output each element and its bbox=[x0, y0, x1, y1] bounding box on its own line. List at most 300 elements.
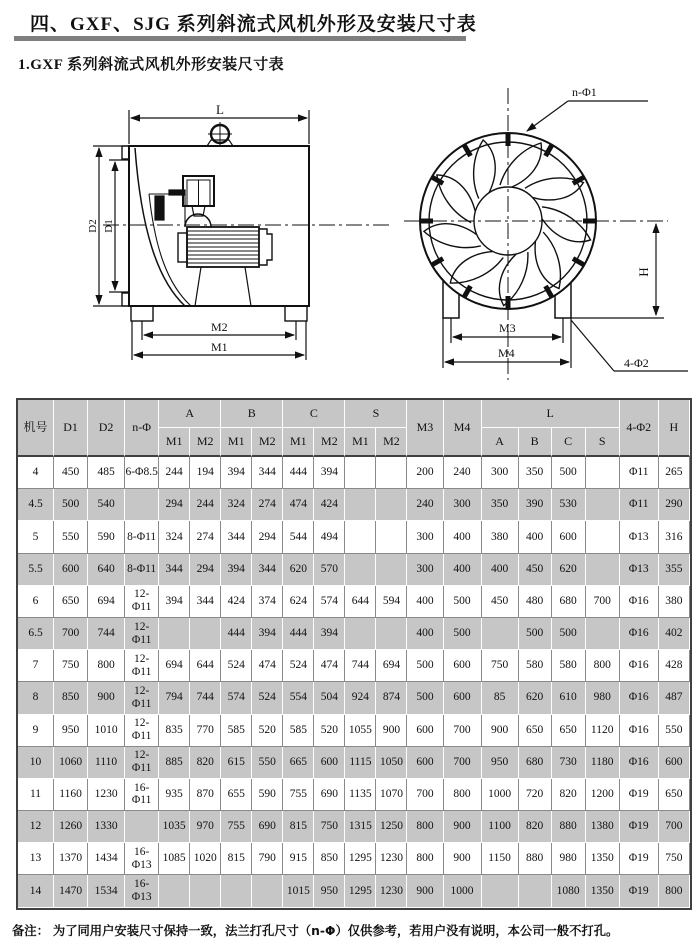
table-cell: 424 bbox=[314, 489, 345, 521]
table-cell: 400 bbox=[444, 521, 482, 553]
table-cell: 1295 bbox=[345, 843, 376, 875]
table-cell: 500 bbox=[407, 682, 443, 714]
table-cell: 524 bbox=[252, 682, 283, 714]
table-cell: 620 bbox=[519, 682, 552, 714]
table-cell: 424 bbox=[221, 586, 252, 618]
table-cell: 444 bbox=[221, 618, 252, 650]
table-cell: 290 bbox=[659, 489, 690, 521]
table-cell: 7 bbox=[18, 650, 54, 682]
table-cell: 1260 bbox=[54, 811, 88, 843]
table-cell bbox=[221, 875, 252, 907]
table-cell: 1250 bbox=[376, 811, 407, 843]
table-cell: 524 bbox=[221, 650, 252, 682]
table-cell: 5.5 bbox=[18, 554, 54, 586]
th-group-l: L bbox=[482, 400, 620, 428]
table-cell: 316 bbox=[659, 521, 690, 553]
table-cell: 750 bbox=[482, 650, 519, 682]
table-cell: Φ19 bbox=[620, 843, 659, 875]
table-cell: 500 bbox=[444, 618, 482, 650]
th-l-b: B bbox=[519, 428, 552, 457]
table-cell: 1230 bbox=[88, 779, 125, 811]
table-cell: 520 bbox=[314, 715, 345, 747]
table-cell: 474 bbox=[314, 650, 345, 682]
table-cell: Φ19 bbox=[620, 811, 659, 843]
table-cell: 815 bbox=[283, 811, 314, 843]
table-row bbox=[18, 489, 690, 521]
table-cell: 815 bbox=[221, 843, 252, 875]
table-cell bbox=[125, 811, 159, 843]
table-cell: 294 bbox=[159, 489, 190, 521]
table-cell: 8-Φ11 bbox=[125, 521, 159, 553]
table-cell bbox=[586, 554, 620, 586]
table-cell: 1120 bbox=[586, 715, 620, 747]
table-cell bbox=[376, 489, 407, 521]
table-cell: 1350 bbox=[586, 875, 620, 907]
th-s-m1: M1 bbox=[345, 428, 376, 457]
table-cell: 650 bbox=[54, 586, 88, 618]
table-cell: 620 bbox=[552, 554, 586, 586]
table-cell: 610 bbox=[552, 682, 586, 714]
table-cell: 1370 bbox=[54, 843, 88, 875]
table-cell bbox=[376, 618, 407, 650]
table-cell: 720 bbox=[519, 779, 552, 811]
table-cell bbox=[586, 489, 620, 521]
table-cell: 690 bbox=[252, 811, 283, 843]
table-cell: 1434 bbox=[88, 843, 125, 875]
table-cell: 700 bbox=[659, 811, 690, 843]
table-cell: 294 bbox=[252, 521, 283, 553]
table-cell: 935 bbox=[159, 779, 190, 811]
table-cell: 744 bbox=[190, 682, 221, 714]
table-cell: 428 bbox=[659, 650, 690, 682]
table-cell: Φ16 bbox=[620, 650, 659, 682]
table-cell: 655 bbox=[221, 779, 252, 811]
dim-label-H: H bbox=[636, 267, 651, 277]
table-cell: 600 bbox=[444, 682, 482, 714]
table-cell: 450 bbox=[54, 457, 88, 489]
table-cell: 1470 bbox=[54, 875, 88, 907]
table-cell: 274 bbox=[252, 489, 283, 521]
table-cell: 1055 bbox=[345, 715, 376, 747]
table-cell: 880 bbox=[552, 811, 586, 843]
th-d1: D1 bbox=[54, 400, 88, 457]
footnote-text: 为了同用户安装尺寸保持一致，法兰打孔尺寸（n-Φ）仅供参考，若用户没有说明，本公司一般不打孔。 bbox=[52, 924, 619, 938]
table-cell: 1020 bbox=[190, 843, 221, 875]
table-cell: 487 bbox=[659, 682, 690, 714]
table-cell: 1060 bbox=[54, 747, 88, 779]
table-cell: Φ19 bbox=[620, 779, 659, 811]
table-cell: 480 bbox=[519, 586, 552, 618]
table-cell: 85 bbox=[482, 682, 519, 714]
table-cell: 474 bbox=[252, 650, 283, 682]
table-cell: 554 bbox=[283, 682, 314, 714]
dim-label-4-phi2: 4-Φ2 bbox=[624, 356, 649, 370]
table-cell: 600 bbox=[552, 521, 586, 553]
table-cell: 394 bbox=[252, 618, 283, 650]
table-cell: 1230 bbox=[376, 843, 407, 875]
table-cell: 300 bbox=[444, 489, 482, 521]
table-cell: 400 bbox=[407, 586, 443, 618]
table-cell bbox=[345, 521, 376, 553]
table-cell: 494 bbox=[314, 521, 345, 553]
table-row bbox=[18, 682, 690, 714]
table-cell: 1350 bbox=[586, 843, 620, 875]
table-cell: 650 bbox=[659, 779, 690, 811]
table-cell: 700 bbox=[586, 586, 620, 618]
table-cell: 694 bbox=[88, 586, 125, 618]
table-cell: 240 bbox=[444, 457, 482, 489]
table-cell: 1330 bbox=[88, 811, 125, 843]
table-cell: 950 bbox=[314, 875, 345, 907]
th-4-phi2: 4-Φ2 bbox=[620, 400, 659, 457]
table-cell: 300 bbox=[407, 554, 443, 586]
table-cell: Φ13 bbox=[620, 554, 659, 586]
th-group-b: B bbox=[221, 400, 283, 428]
table-cell: 550 bbox=[659, 715, 690, 747]
th-a-m1: M1 bbox=[159, 428, 190, 457]
table-cell: 794 bbox=[159, 682, 190, 714]
table-cell: 4.5 bbox=[18, 489, 54, 521]
table-cell: 885 bbox=[159, 747, 190, 779]
table-cell: 12-Φ11 bbox=[125, 586, 159, 618]
table-cell: Φ19 bbox=[620, 875, 659, 907]
table-cell: 1035 bbox=[159, 811, 190, 843]
table-cell: 300 bbox=[407, 521, 443, 553]
table-row bbox=[18, 715, 690, 747]
th-b-m1: M1 bbox=[221, 428, 252, 457]
table-cell: 394 bbox=[221, 457, 252, 489]
table-row bbox=[18, 521, 690, 553]
table-cell: 11 bbox=[18, 779, 54, 811]
table-cell: 16-Φ13 bbox=[125, 843, 159, 875]
dimension-table bbox=[16, 398, 692, 910]
table-cell: 344 bbox=[221, 521, 252, 553]
table-cell: 900 bbox=[482, 715, 519, 747]
table-cell: 444 bbox=[283, 618, 314, 650]
table-cell: 5 bbox=[18, 521, 54, 553]
table-row bbox=[18, 811, 690, 843]
table-cell bbox=[376, 554, 407, 586]
table-cell: 980 bbox=[586, 682, 620, 714]
table-cell: 500 bbox=[552, 618, 586, 650]
table-cell: 800 bbox=[586, 650, 620, 682]
th-group-s: S bbox=[345, 400, 407, 428]
table-cell: 550 bbox=[54, 521, 88, 553]
table-cell: 1015 bbox=[283, 875, 314, 907]
table-cell: 730 bbox=[552, 747, 586, 779]
table-cell bbox=[159, 618, 190, 650]
table-cell: 950 bbox=[54, 715, 88, 747]
table-cell: 870 bbox=[190, 779, 221, 811]
table-row bbox=[18, 650, 690, 682]
table-cell: 744 bbox=[345, 650, 376, 682]
table-cell: 300 bbox=[482, 457, 519, 489]
table-cell: 10 bbox=[18, 747, 54, 779]
table-cell: 344 bbox=[190, 586, 221, 618]
table-cell: 580 bbox=[552, 650, 586, 682]
table-cell: 800 bbox=[407, 843, 443, 875]
th-m4: M4 bbox=[444, 400, 482, 457]
table-cell: 6 bbox=[18, 586, 54, 618]
dim-label-D1: D1 bbox=[103, 219, 115, 233]
table-cell: 6-Φ8.5 bbox=[125, 457, 159, 489]
table-cell: 1200 bbox=[586, 779, 620, 811]
table-cell: 980 bbox=[552, 843, 586, 875]
th-l-a: A bbox=[482, 428, 519, 457]
table-cell: 600 bbox=[314, 747, 345, 779]
table-cell: 1380 bbox=[586, 811, 620, 843]
table-cell: 694 bbox=[159, 650, 190, 682]
dim-label-n-phi1: n-Φ1 bbox=[572, 85, 597, 99]
table-cell: 835 bbox=[159, 715, 190, 747]
table-cell: 500 bbox=[407, 650, 443, 682]
table-cell: 580 bbox=[519, 650, 552, 682]
th-s-m2: M2 bbox=[376, 428, 407, 457]
th-group-a: A bbox=[159, 400, 221, 428]
table-cell: 400 bbox=[482, 554, 519, 586]
table-cell: Φ16 bbox=[620, 682, 659, 714]
table-cell: 615 bbox=[221, 747, 252, 779]
table-cell: 12-Φ11 bbox=[125, 715, 159, 747]
table-cell: Φ16 bbox=[620, 747, 659, 779]
table-cell: 380 bbox=[659, 586, 690, 618]
table-cell: 524 bbox=[283, 650, 314, 682]
table-cell: 1000 bbox=[444, 875, 482, 907]
table-cell bbox=[482, 875, 519, 907]
table-cell: 394 bbox=[314, 457, 345, 489]
th-jihao: 机号 bbox=[18, 400, 54, 457]
table-cell: 13 bbox=[18, 843, 54, 875]
table-cell: 400 bbox=[519, 521, 552, 553]
th-l-s: S bbox=[586, 428, 620, 457]
fan-front-view-drawing bbox=[400, 80, 692, 395]
table-cell: 640 bbox=[88, 554, 125, 586]
table-cell: 750 bbox=[314, 811, 345, 843]
table-cell: 12-Φ11 bbox=[125, 747, 159, 779]
table-cell: 1295 bbox=[345, 875, 376, 907]
table-cell bbox=[190, 618, 221, 650]
table-cell: 600 bbox=[444, 650, 482, 682]
table-cell: 950 bbox=[482, 747, 519, 779]
table-cell: 344 bbox=[159, 554, 190, 586]
table-cell: 444 bbox=[283, 457, 314, 489]
table-cell: 900 bbox=[444, 811, 482, 843]
table-cell: 1110 bbox=[88, 747, 125, 779]
table-cell: 600 bbox=[659, 747, 690, 779]
table-cell: 800 bbox=[88, 650, 125, 682]
dim-label-L: L bbox=[216, 102, 224, 117]
table-cell: 294 bbox=[190, 554, 221, 586]
table-cell: 14 bbox=[18, 875, 54, 907]
table-cell bbox=[482, 618, 519, 650]
table-cell bbox=[345, 489, 376, 521]
table-cell: 390 bbox=[519, 489, 552, 521]
table-cell bbox=[586, 618, 620, 650]
table-cell: 520 bbox=[252, 715, 283, 747]
table-cell: 700 bbox=[444, 715, 482, 747]
table-cell: 265 bbox=[659, 457, 690, 489]
table-cell: 1160 bbox=[54, 779, 88, 811]
table-cell: 680 bbox=[519, 747, 552, 779]
table-cell: 755 bbox=[283, 779, 314, 811]
footnote-label: 备注： bbox=[12, 924, 49, 938]
th-l-c: C bbox=[552, 428, 586, 457]
table-cell: 12 bbox=[18, 811, 54, 843]
table-cell: 400 bbox=[444, 554, 482, 586]
table-cell: 790 bbox=[252, 843, 283, 875]
table-cell: 700 bbox=[54, 618, 88, 650]
th-m3: M3 bbox=[407, 400, 443, 457]
table-cell: 8-Φ11 bbox=[125, 554, 159, 586]
table-cell: 1100 bbox=[482, 811, 519, 843]
table-cell: 600 bbox=[54, 554, 88, 586]
table-cell: 900 bbox=[88, 682, 125, 714]
dim-label-D2: D2 bbox=[87, 219, 99, 233]
table-cell: 770 bbox=[190, 715, 221, 747]
table-cell: 820 bbox=[190, 747, 221, 779]
table-cell bbox=[376, 457, 407, 489]
table-cell: 650 bbox=[552, 715, 586, 747]
table-cell: 600 bbox=[407, 715, 443, 747]
th-a-m2: M2 bbox=[190, 428, 221, 457]
table-cell: 585 bbox=[283, 715, 314, 747]
table-cell: 694 bbox=[376, 650, 407, 682]
table-cell: 755 bbox=[221, 811, 252, 843]
table-cell: 544 bbox=[283, 521, 314, 553]
dim-label-M4: M4 bbox=[498, 346, 515, 360]
table-row bbox=[18, 779, 690, 811]
table-cell: 820 bbox=[519, 811, 552, 843]
table-cell: 500 bbox=[444, 586, 482, 618]
table-cell: 850 bbox=[54, 682, 88, 714]
table-cell: 355 bbox=[659, 554, 690, 586]
footnote bbox=[12, 921, 696, 939]
table-cell: 550 bbox=[252, 747, 283, 779]
table-cell bbox=[586, 521, 620, 553]
table-cell: 600 bbox=[407, 747, 443, 779]
table-cell: 1050 bbox=[376, 747, 407, 779]
table-cell: 874 bbox=[376, 682, 407, 714]
table-cell: 700 bbox=[407, 779, 443, 811]
table-cell: 924 bbox=[345, 682, 376, 714]
table-cell: Φ11 bbox=[620, 457, 659, 489]
table-cell: 1080 bbox=[552, 875, 586, 907]
table-cell bbox=[345, 618, 376, 650]
table-cell: 474 bbox=[283, 489, 314, 521]
table-cell: 620 bbox=[283, 554, 314, 586]
table-cell: 274 bbox=[190, 521, 221, 553]
table-cell: 394 bbox=[221, 554, 252, 586]
dim-label-M3: M3 bbox=[499, 321, 516, 335]
table-cell: 800 bbox=[444, 779, 482, 811]
table-cell bbox=[345, 457, 376, 489]
table-cell: 590 bbox=[252, 779, 283, 811]
table-cell: 1000 bbox=[482, 779, 519, 811]
th-c-m1: M1 bbox=[283, 428, 314, 457]
table-cell: 8 bbox=[18, 682, 54, 714]
table-cell: 350 bbox=[482, 489, 519, 521]
table-cell: Φ16 bbox=[620, 618, 659, 650]
table-cell: 574 bbox=[221, 682, 252, 714]
table-cell: 970 bbox=[190, 811, 221, 843]
table-cell bbox=[519, 875, 552, 907]
table-cell: 1010 bbox=[88, 715, 125, 747]
th-d2: D2 bbox=[88, 400, 125, 457]
table-cell: 880 bbox=[519, 843, 552, 875]
table-cell: 12-Φ11 bbox=[125, 682, 159, 714]
table-cell: 9 bbox=[18, 715, 54, 747]
th-b-m2: M2 bbox=[252, 428, 283, 457]
table-cell: 624 bbox=[283, 586, 314, 618]
table-cell: 12-Φ11 bbox=[125, 618, 159, 650]
table-cell: 500 bbox=[552, 457, 586, 489]
table-cell: 12-Φ11 bbox=[125, 650, 159, 682]
table-cell: 4 bbox=[18, 457, 54, 489]
table-row bbox=[18, 843, 690, 875]
table-cell: 900 bbox=[407, 875, 443, 907]
table-cell: 374 bbox=[252, 586, 283, 618]
table-cell: 680 bbox=[552, 586, 586, 618]
table-cell: 402 bbox=[659, 618, 690, 650]
th-h: H bbox=[659, 400, 690, 457]
table-cell: 16-Φ13 bbox=[125, 875, 159, 907]
table-cell: 1150 bbox=[482, 843, 519, 875]
header-row-groups bbox=[18, 400, 690, 428]
table-cell: 324 bbox=[159, 521, 190, 553]
table-cell: 650 bbox=[519, 715, 552, 747]
table-cell bbox=[190, 875, 221, 907]
table-cell: 500 bbox=[54, 489, 88, 521]
table-cell: 690 bbox=[314, 779, 345, 811]
table-cell: 394 bbox=[314, 618, 345, 650]
table-cell: Φ11 bbox=[620, 489, 659, 521]
table-cell: 800 bbox=[659, 875, 690, 907]
table-cell: 394 bbox=[159, 586, 190, 618]
table-cell: 1070 bbox=[376, 779, 407, 811]
table-row bbox=[18, 457, 690, 489]
table-cell: Φ13 bbox=[620, 521, 659, 553]
table-cell: 750 bbox=[659, 843, 690, 875]
table-cell bbox=[586, 457, 620, 489]
table-cell: 485 bbox=[88, 457, 125, 489]
table-cell: 1180 bbox=[586, 747, 620, 779]
table-cell: 744 bbox=[88, 618, 125, 650]
table-cell: 344 bbox=[252, 457, 283, 489]
table-cell: 244 bbox=[159, 457, 190, 489]
table-cell: 1115 bbox=[345, 747, 376, 779]
table-cell: 644 bbox=[190, 650, 221, 682]
table-cell: 350 bbox=[519, 457, 552, 489]
table-cell: 344 bbox=[252, 554, 283, 586]
table-cell: 500 bbox=[519, 618, 552, 650]
table-cell: 644 bbox=[345, 586, 376, 618]
table-cell: 540 bbox=[88, 489, 125, 521]
th-n-phi: n-Φ bbox=[125, 400, 159, 457]
table-row bbox=[18, 875, 690, 907]
table-cell: 194 bbox=[190, 457, 221, 489]
table-cell bbox=[376, 521, 407, 553]
fan-side-view-drawing bbox=[85, 88, 395, 391]
table-row bbox=[18, 554, 690, 586]
table-cell: 6.5 bbox=[18, 618, 54, 650]
table-cell: 380 bbox=[482, 521, 519, 553]
table-cell bbox=[345, 554, 376, 586]
table-cell: 1534 bbox=[88, 875, 125, 907]
table-cell: 240 bbox=[407, 489, 443, 521]
table-cell: 820 bbox=[552, 779, 586, 811]
th-group-c: C bbox=[283, 400, 345, 428]
section-subtitle: 1.GXF 系列斜流式风机外形安装尺寸表 bbox=[18, 57, 285, 73]
